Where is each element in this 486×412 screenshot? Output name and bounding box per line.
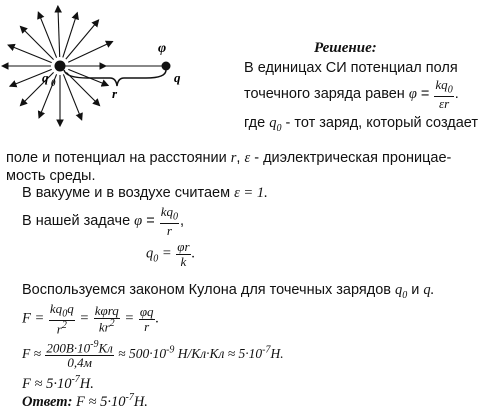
field-line	[38, 12, 56, 58]
field-line	[20, 72, 53, 105]
answer-line: Ответ: $F \approx 5\cdot 10^{-7}Н$.	[22, 392, 148, 410]
field-line	[63, 74, 81, 120]
intro-line-5: мость среды.	[6, 168, 96, 184]
task-line: В нашей задаче φ = $\frac{kq_0}{r}$ ,	[22, 204, 185, 239]
label-q0: q	[42, 70, 49, 85]
point-q	[162, 62, 171, 71]
label-q: q	[174, 70, 181, 85]
vacuum-line: В вакууме и в воздухе считаем ε = 1.	[22, 185, 268, 201]
force-formula: F = $\frac{kq_0q}{r^2}$ = $\frac{\text{kφrq}}{kr^2}$ = $\frac{\varphi q}{r}$ .	[22, 301, 160, 337]
field-line	[20, 26, 53, 59]
solution-heading: Решение:	[314, 40, 377, 56]
field-line	[8, 45, 52, 63]
q0-formula: $q_0$ = $\frac{\varphi r}{k}$ .	[146, 239, 196, 269]
field-line	[68, 42, 112, 63]
intro-line-3: где $q_0$ - тот заряд, который создает	[244, 115, 479, 134]
field-line	[66, 20, 99, 59]
intro-line-2: точечного заряда равен φ = $\frac{kq_0}{\varepsilon r}$ .	[244, 77, 459, 112]
label-phi: φ	[158, 41, 167, 56]
field-line	[58, 6, 60, 57]
intro-line-4: поле и потенциал на расстоянии r, ε - диэлектрическая проницае-	[6, 150, 452, 166]
intro-line-1: В единицах СИ потенциал поля	[244, 60, 458, 76]
force-approx: $F \approx 5\cdot 10^{-7}Н$.	[22, 374, 94, 392]
field-line	[63, 13, 78, 58]
coulomb-line: Воспользуемся законом Кулона для точечных зарядов $q_0$ и q.	[22, 282, 435, 301]
label-q0-sub: 0	[51, 78, 56, 88]
r-brace	[64, 70, 166, 86]
label-r: r	[112, 86, 118, 101]
force-calculation: F ≈ $\frac{200В\cdot 10^{-9}Кл}{0,4м}$ ≈ $500\cdot 10^{-9}$ $Н/Кл\cdot Кл \approx 5\cdot 10^{-7}Н$.	[22, 339, 284, 370]
field-diagram	[0, 0, 220, 140]
charge-q0	[55, 61, 66, 72]
